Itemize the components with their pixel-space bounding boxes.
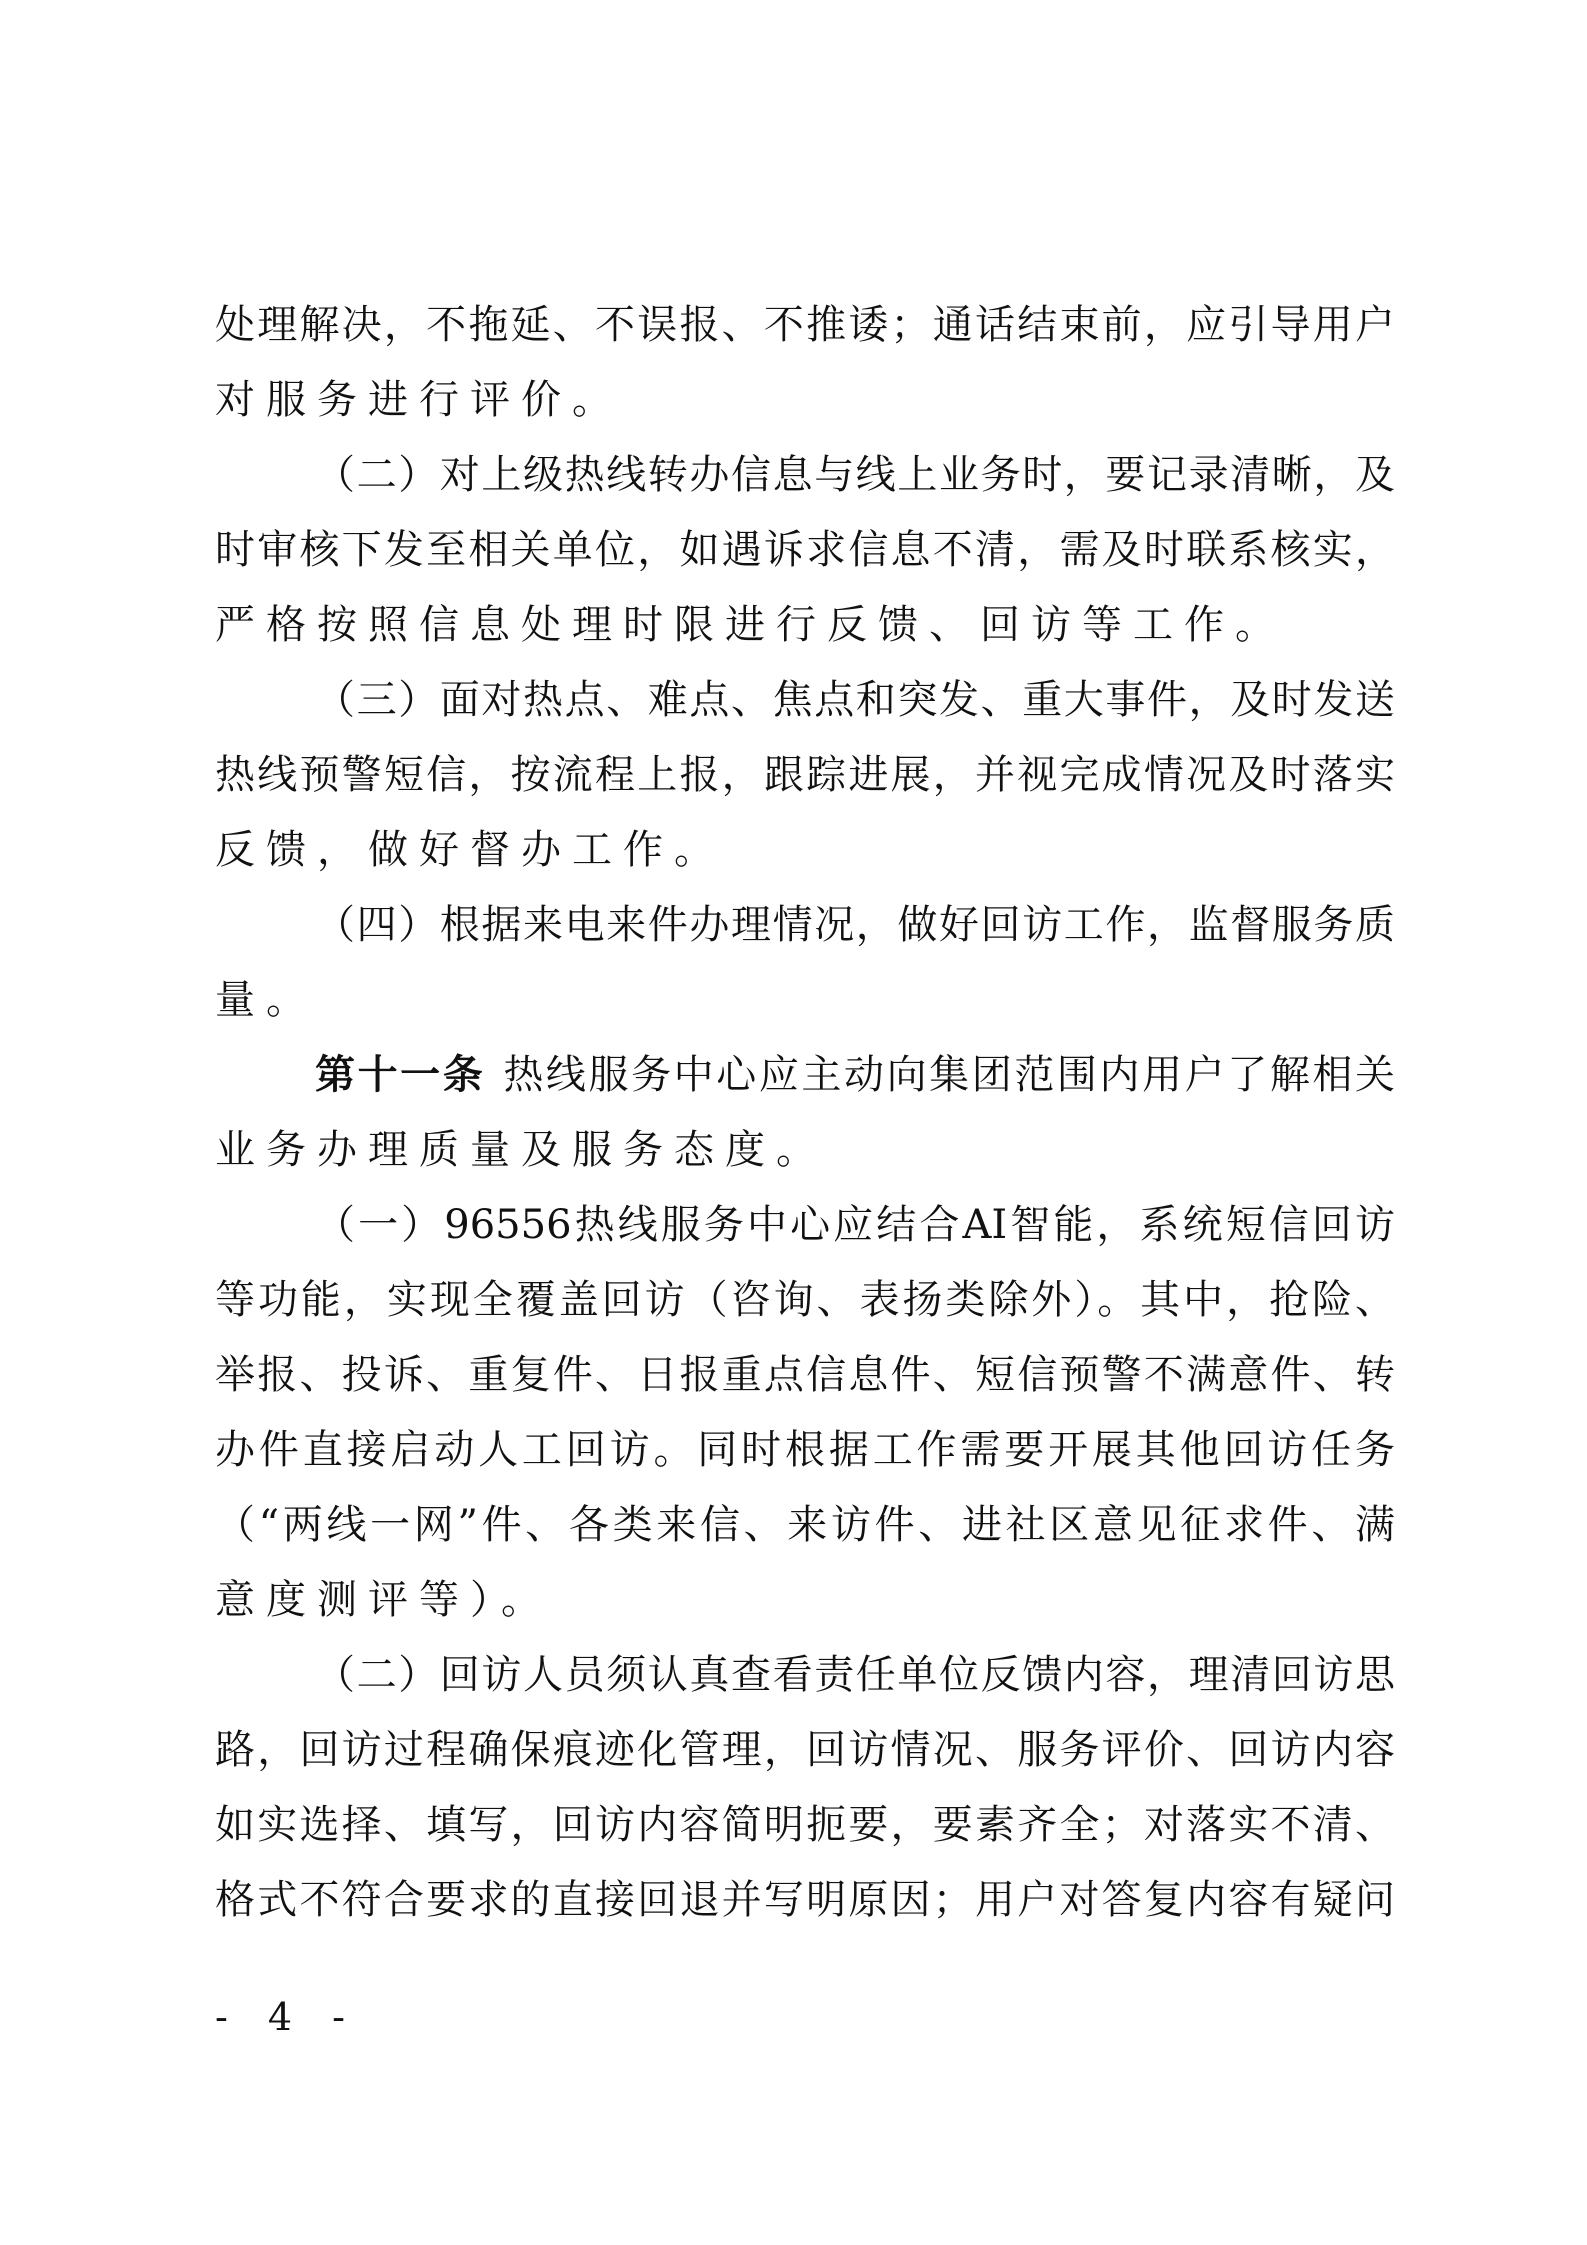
article-number: 第十一条 [315,1052,486,1098]
text-line: （三）面对热点、难点、焦点和突发、重大事件，及时发送 [315,677,1395,723]
text-line: （二）对上级热线转办信息与线上业务时，要记录清晰，及 [315,452,1395,498]
text-line: 量。 [215,977,317,1023]
text-line: 严格按照信息处理时限进行反馈、回访等工作。 [215,602,1286,648]
text-line: 反馈，做好督办工作。 [215,827,725,873]
document-body [215,288,1395,1938]
text-line: （一）96556热线服务中心应结合AI智能，系统短信回访 [315,1202,1395,1248]
text-line: 办件直接启动人工回访。同时根据工作需要开展其他回访任务 [215,1427,1395,1473]
text-line: （二）回访人员须认真查看责任单位反馈内容，理清回访思 [315,1652,1395,1698]
text-line: 举报、投诉、重复件、日报重点信息件、短信预警不满意件、转 [215,1352,1395,1398]
page-number: - 4 - [215,1995,360,2039]
text-line: 时审核下发至相关单位，如遇诉求信息不清，需及时联系核实， [215,527,1395,573]
text-line: 等功能，实现全覆盖回访（咨询、表扬类除外）。其中，抢险、 [215,1277,1395,1323]
text-line: 处理解决，不拖延、不误报、不推诿；通话结束前，应引导用户 [215,302,1395,348]
text-line: （四）根据来电来件办理情况，做好回访工作，监督服务质 [315,902,1395,948]
text-line: （“两线一网”件、各类来信、来访件、进社区意见征求件、满 [215,1502,1395,1548]
text-line: 业务办理质量及服务态度。 [215,1127,827,1173]
article-heading-line [215,1038,1395,1113]
text-line: 格式不符合要求的直接回退并写明原因；用户对答复内容有疑问 [215,1877,1395,1923]
text-line: 路，回访过程确保痕迹化管理，回访情况、服务评价、回访内容 [215,1727,1395,1773]
text-line: 意度测评等）。 [215,1577,552,1623]
text-line: 热线预警短信，按流程上报，跟踪进展，并视完成情况及时落实 [215,752,1395,798]
article-text: 热线服务中心应主动向集团范围内用户了解相关 [503,1052,1396,1098]
text-line: 对服务进行评价。 [215,377,623,423]
text-line: 如实选择、填写，回访内容简明扼要，要素齐全；对落实不清、 [215,1802,1395,1848]
